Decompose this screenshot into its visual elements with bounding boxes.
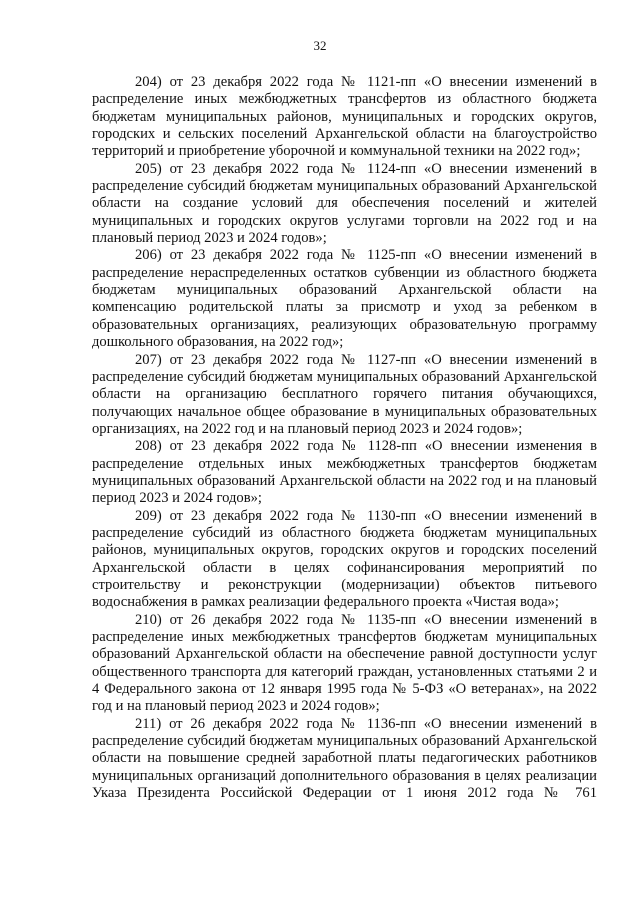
list-item-204: 204) от 23 декабря 2022 года № 1121-пп «О внесении изменений в распределение иных межбюджетных трансфертов из областного бюджета бюджетам муниципальных районов, муниципальных и городских округов, городских и сельских поселений Архангельской области на благоустройство территорий и приобретение уборочной и коммунальной техники на 2022 год»; bbox=[92, 74, 597, 160]
list-item-208: 208) от 23 декабря 2022 года № 1128-пп «О внесении изменения в распределение отдельных иных межбюджетных трансфертов бюджетам муниципальных образований Архангельской области на 2022 год и на плановый период 2023 и 2024 годов»; bbox=[92, 438, 597, 507]
list-item-211: 211) от 26 декабря 2022 года № 1136-пп «О внесении изменений в распределение субсидий бюджетам муниципальных образований Архангельской области на повышение средней заработной платы педагогических работников муниципальных организаций дополнительного образования в целях реализации Указа Президента Российской Федерации от 1 июня 2012 года № 761 bbox=[92, 715, 597, 802]
list-item-206: 206) от 23 декабря 2022 года № 1125-пп «О внесении изменений в распределение нераспределенных остатков субвенции из областного бюджета бюджетам муниципальных образований Архангельской области на компенсацию родительской платы за присмотр и уход за ребенком в образовательных организациях, реализующих образовательную программу дошкольного образования, на 2022 год»; bbox=[92, 247, 597, 351]
list-item-207: 207) от 23 декабря 2022 года № 1127-пп «О внесении изменений в распределение субсидий бюджетам муниципальных образований Архангельской области на организацию бесплатного горячего питания обучающихся, получающих начальное общее образование в муниципальных образовательных организациях, на 2022 год и на плановый период 2023 и 2024 годов»; bbox=[92, 351, 597, 437]
page-number: 32 bbox=[313, 38, 327, 53]
list-item-205: 205) от 23 декабря 2022 года № 1124-пп «О внесении изменений в распределение субсидий бюджетам муниципальных образований Архангельской области на создание условий для обеспечения поселений и жителей муниципальных и городских округов услугами торговли на 2022 год и на плановый период 2023 и 2024 годов»; bbox=[92, 160, 597, 247]
list-item-209: 209) от 23 декабря 2022 года № 1130-пп «О внесении изменений в распределение субсидий из областного бюджета бюджетам муниципальных районов, муниципальных округов, городских округов и городских поселений Архангельской области в целях софинансирования мероприятий по строительству и реконструкции (модернизации) объектов питьевого водоснабжения в рамках реализации федерального проекта «Чистая вода»; bbox=[92, 507, 597, 611]
document-body bbox=[92, 74, 597, 802]
list-item-210: 210) от 26 декабря 2022 года № 1135-пп «О внесении изменений в распределение иных межбюджетных трансфертов бюджетам муниципальных образований Архангельской области на обеспечение равной доступности услуг общественного транспорта для категорий граждан, установленных статьями 2 и 4 Федерального закона от 12 января 1995 года № 5-ФЗ «О ветеранах», на 2022 год и на плановый период 2023 и 2024 годов»; bbox=[92, 611, 597, 715]
